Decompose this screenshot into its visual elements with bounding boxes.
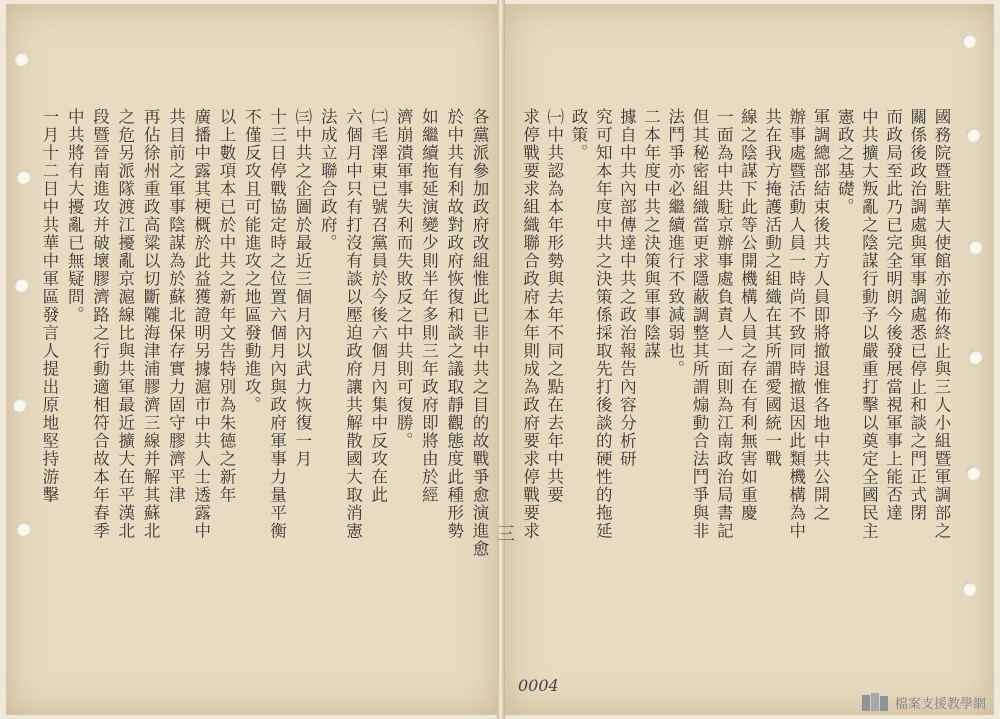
text-column: 廣播中露其梗概於此益獲證明另據滬市中共人士透露中 (191, 108, 211, 540)
archive-watermark (861, 691, 986, 713)
text-column: 一面為中共駐京辦事處負責人一面則為江南政治局書記 (714, 108, 734, 540)
text-column: ㈡毛澤東已號召黨員於今後六個月內集中反攻在此 (368, 108, 388, 504)
text-column: 求停戰要求組織聯合政府本年則成為政府要求停戰要求 (520, 108, 540, 540)
text-column: 共在我方掩護活動之組織在其所謂愛國統一戰 (762, 108, 782, 468)
text-column: 法成立聯合政府。 (318, 108, 338, 252)
punch-hole (966, 466, 980, 480)
text-column: 中共將有大擾亂已無疑問。 (65, 108, 85, 324)
page-number: 三 (497, 524, 515, 545)
text-column: 各黨派參加政府改組惟此已非中共之目的故戰爭愈演進愈 (470, 108, 489, 558)
text-column: 十三日停戰協定時之位置六個月內與政府軍事力量平衡 (267, 108, 287, 540)
text-column: 一月十二日中共華中軍區發言人提出原地堅持游擊 (39, 108, 59, 504)
text-column: ㈢中共之企圖於最近三個月內以武力恢復一月 (292, 108, 312, 468)
text-column: 國務院暨駐華大使館亦並佈終止與三人小組暨軍調部之 (932, 108, 951, 540)
text-column: 中共擴大叛亂之陰謀行動予以嚴重打擊以奠定全國民主 (859, 108, 879, 540)
text-column: 關係後政治調處與軍事調處悉已停止和談之門正式閉 (907, 108, 927, 522)
text-column: 共目前之軍事陰謀為於蘇北保存實力固守膠濟平津 (166, 108, 186, 504)
text-column: 但其秘密組織當更求隱蔽調整其所謂煽動合法鬥爭與非 (690, 108, 709, 540)
punch-hole (962, 582, 976, 596)
text-column: 不僅反攻且可能進攻之地區發動進攻。 (242, 108, 262, 414)
text-column: 濟崩潰軍事失利而失敗反之中共則可復勝。 (394, 108, 414, 450)
punch-hole (16, 170, 30, 184)
punch-hole (962, 34, 976, 48)
punch-hole (966, 128, 980, 142)
watermark-text: 檔案支援教學網 (894, 696, 986, 712)
punch-hole (12, 398, 26, 412)
text-column: 於中共有利故對政府恢復和談之議取靜觀態度此種形勢 (444, 108, 464, 540)
text-column: 政策。 (569, 108, 588, 162)
punch-hole (14, 52, 28, 66)
text-column: 究可知本年度中共之決策係採取先打後談的硬性的拖延 (593, 108, 613, 540)
archive-number: 0004 (518, 676, 559, 695)
text-column: 據自中共內部傳達中共之政治報告內容分析研 (617, 108, 637, 468)
text-column: 而政局至此乃已完全明朗今後發展當視軍事上能否達 (883, 108, 903, 522)
punch-hole (14, 278, 28, 292)
text-column: 如繼續拖延演變少則半年多則三年政府即將由於經 (419, 108, 439, 504)
archive-logo-icon (861, 691, 889, 713)
punch-hole (968, 240, 982, 254)
text-column: 辦事處暨活動人員一時尚不致同時撤退因此類機構為中 (786, 108, 806, 540)
text-column: 二本年度中共之決策與軍事陰謀 (641, 108, 661, 360)
text-column: ㈠中共認為本年形勢與去年不同之點在去年中共要 (544, 108, 564, 504)
punch-hole (16, 522, 30, 536)
text-column: 憲政之基礎。 (835, 108, 855, 216)
punch-hole (968, 350, 982, 364)
text-column: 法鬥爭亦必繼續進行不致減弱也。 (665, 108, 685, 378)
text-column: 六個月中只有打沒有談以壓迫政府讓共解散國大取消憲 (343, 108, 363, 540)
text-column: 段暨晉南進攻并破壞膠濟路之行動適相符合故本年春季 (90, 108, 110, 540)
text-column: 軍調總部結束後共方人員即將撤退惟各地中共公開之 (811, 108, 830, 522)
text-column: 之危另派隊渡江擾亂京滬線比與共軍最近擴大在平漢北 (115, 108, 135, 540)
text-column: 再佔徐州重政高粱以切斷隴海津浦膠濟三線并解其蘇北 (141, 108, 161, 540)
text-column: 以上數項本已於中共之新年文告特別為朱德之新年 (217, 108, 236, 504)
text-column: 線之陰謀下此等公開機構人員之存在有利無害如重慶 (738, 108, 758, 522)
page-fold (497, 0, 505, 719)
